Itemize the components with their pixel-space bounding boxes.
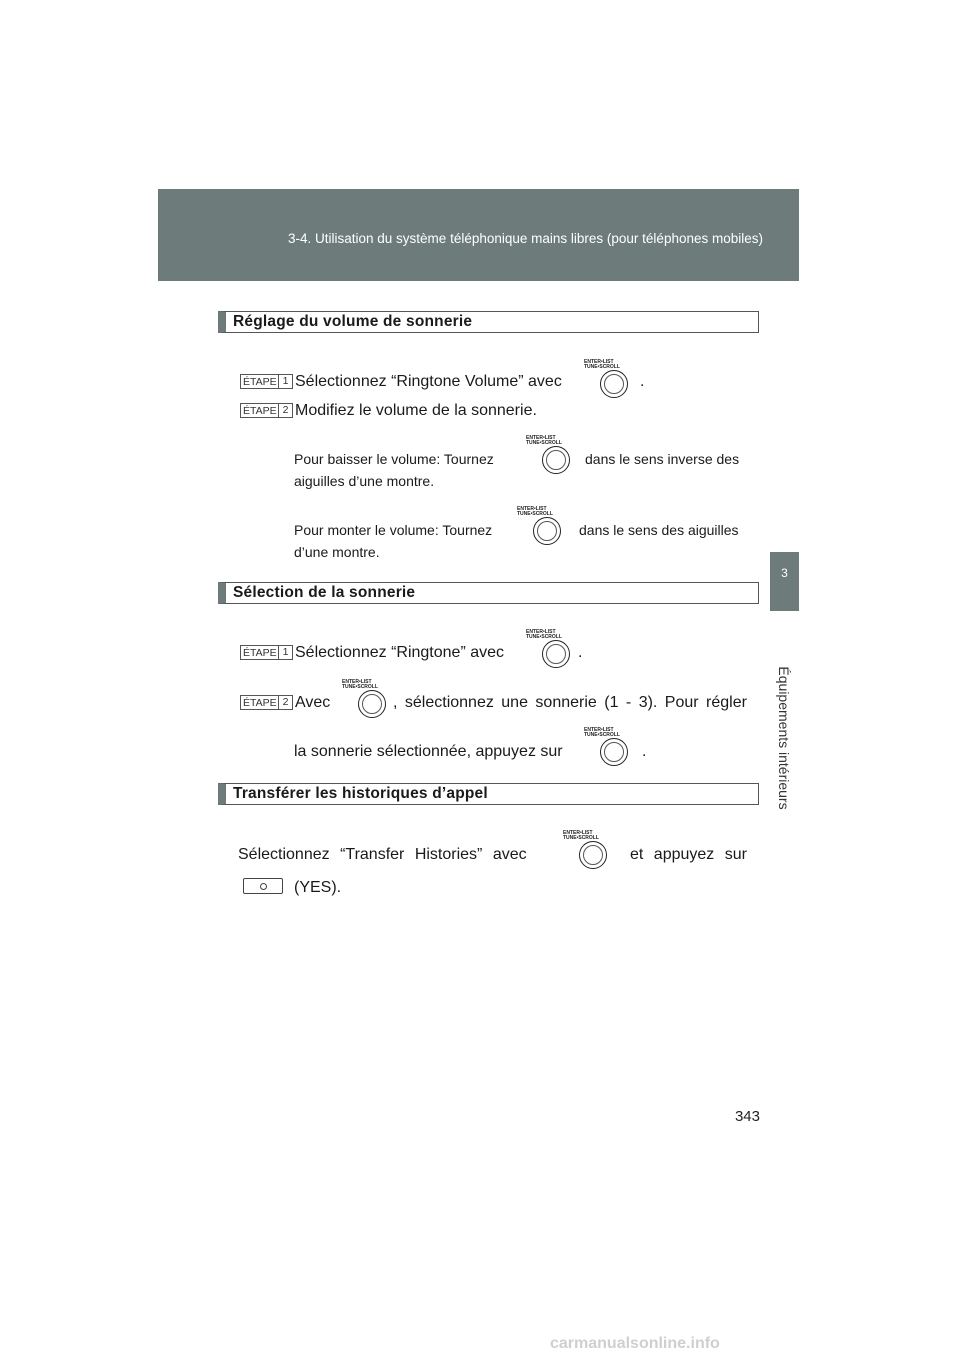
page-number: 343 — [734, 1108, 760, 1125]
section-heading-transfer: Transférer les historiques d’appel — [218, 783, 759, 805]
step1-ringtone-text-a: Sélectionnez “Ringtone” avec — [295, 644, 505, 661]
tune-knob-icon: ENTER•LIST TUNE•SCROLL — [526, 630, 574, 678]
step1-volume-text-a: Sélectionnez “Ringtone Volume” avec — [295, 373, 562, 390]
step2-ringtone-text-c: la sonnerie sélectionnée, appuyez sur — [294, 743, 563, 760]
lower-volume-text-b: dans le sens inverse des — [585, 451, 740, 467]
section-heading-ringtone: Sélection de la sonnerie — [218, 582, 759, 604]
step1-ringtone-text-b: . — [578, 644, 583, 661]
step2-ringtone-text-d: . — [642, 743, 647, 760]
step-badge: ÉTAPE 2 — [240, 695, 293, 710]
lower-volume-text-c: aiguilles d’une montre. — [294, 473, 435, 489]
raise-volume-text-a: Pour monter le volume: Tournez — [294, 522, 493, 538]
tune-knob-icon: ENTER•LIST TUNE•SCROLL — [563, 831, 611, 879]
tune-knob-icon: ENTER•LIST TUNE•SCROLL — [517, 507, 565, 555]
chapter-tab-number: 3 — [770, 552, 799, 611]
chapter-tab-label: Équipements intérieurs — [776, 666, 792, 810]
watermark: carmanualsonline.info — [550, 1335, 720, 1352]
step2-ringtone-text-b: , sélectionnez une sonnerie (1 - 3). Pour régler — [393, 694, 747, 711]
step-badge: ÉTAPE 1 — [240, 645, 293, 660]
step2-volume-text: Modifiez le volume de la sonnerie. — [295, 402, 537, 419]
lower-volume-text-a: Pour baisser le volume: Tournez — [294, 451, 494, 467]
tune-knob-icon: ENTER•LIST TUNE•SCROLL — [584, 728, 632, 776]
tune-knob-icon: ENTER•LIST TUNE•SCROLL — [342, 680, 390, 728]
step1-volume-text-b: . — [640, 373, 645, 390]
yes-button-icon — [243, 878, 283, 894]
section-heading-volume: Réglage du volume de sonnerie — [218, 311, 759, 333]
step-badge: ÉTAPE 1 — [240, 374, 293, 389]
tune-knob-icon: ENTER•LIST TUNE•SCROLL — [584, 360, 632, 408]
raise-volume-text-c: d’une montre. — [294, 544, 380, 560]
transfer-text-c: (YES). — [294, 879, 342, 896]
chapter-header — [158, 189, 799, 281]
raise-volume-text-b: dans le sens des aiguilles — [579, 522, 739, 538]
step-badge: ÉTAPE 2 — [240, 403, 293, 418]
tune-knob-icon: ENTER•LIST TUNE•SCROLL — [526, 436, 574, 484]
transfer-text-a: Sélectionnez “Transfer Histories” avec — [238, 846, 527, 863]
transfer-text-b: et appuyez sur — [630, 846, 747, 863]
chapter-title: 3-4. Utilisation du système téléphonique mains libres (pour téléphones mobiles) — [288, 231, 763, 246]
step2-ringtone-text-a: Avec — [295, 694, 331, 711]
